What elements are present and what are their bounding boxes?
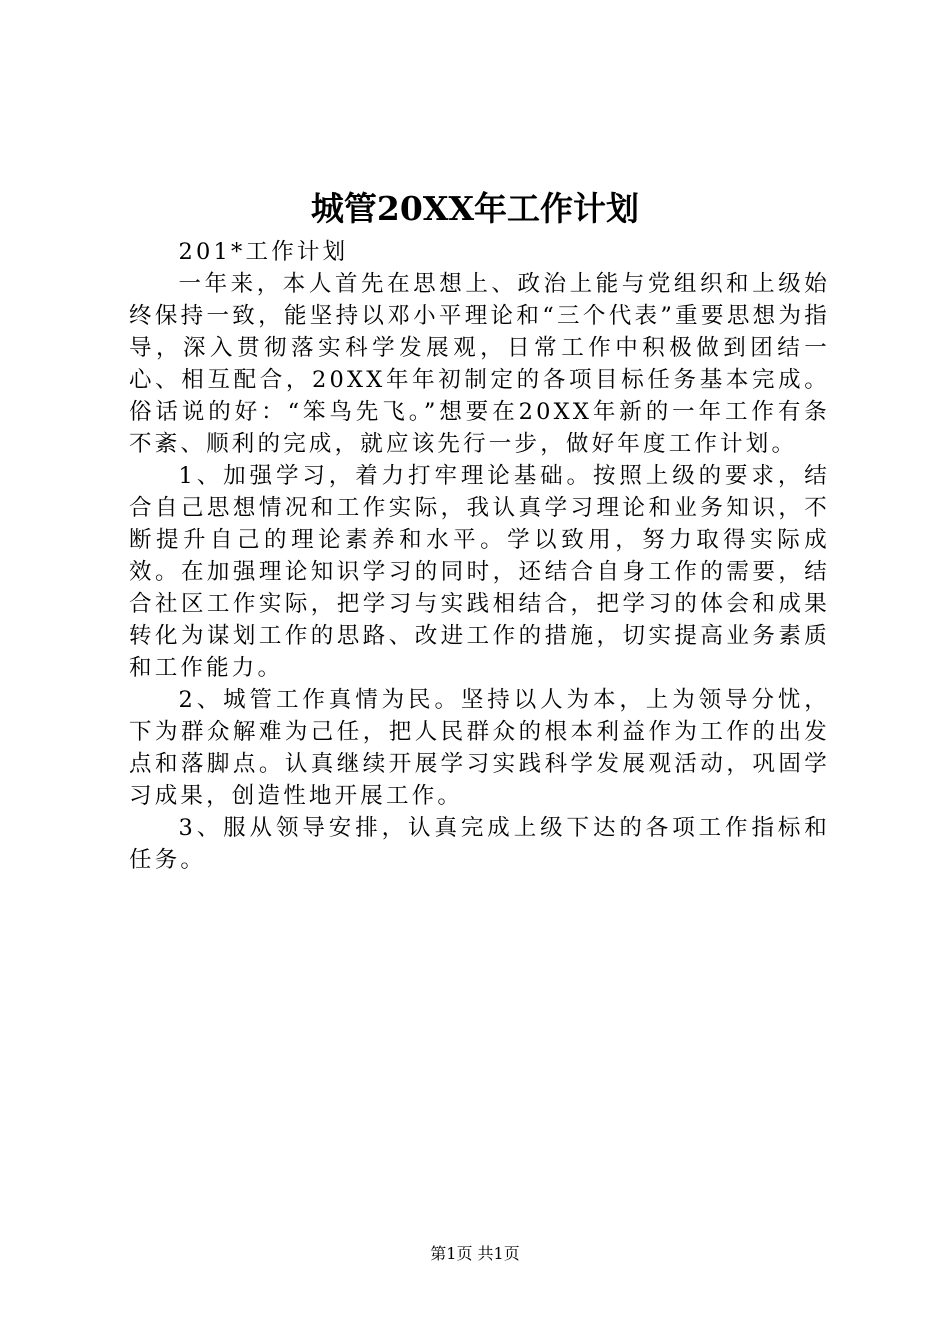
- document-title: 城管20XX年工作计划: [310, 189, 640, 228]
- paragraph-item-3: 3、服从领导安排，认真完成上级下达的各项工作指标和任务。: [129, 815, 830, 873]
- document-body: [129, 236, 830, 876]
- paragraph-intro: 一年来，本人首先在思想上、政治上能与党组织和上级始终保持一致，能坚持以邓小平理论和“三个代表”重要思想为指导，深入贯彻落实科学发展观，日常工作中积极做到团结一心、相互配合，20XX年年初制定的各项目标任务基本完成。俗话说的好：“笨鸟先飞。”想要在20XX年新的一年工作有条不紊、顺利的完成，就应该先行一步，做好年度工作计划。: [129, 271, 830, 457]
- paragraph-subtitle: 201*工作计划: [178, 239, 349, 265]
- paragraph-item-1: 1、加强学习，着力打牢理论基础。按照上级的要求，结合自己思想情况和工作实际，我认真学习理论和业务知识，不断提升自己的理论素养和水平。学以致用，努力取得实际成效。在加强理论知识学习的同时，还结合自身工作的需要，结合社区工作实际，把学习与实践相结合，把学习的体会和成果转化为谋划工作的思路、改进工作的措施，切实提高业务素质和工作能力。: [129, 463, 830, 681]
- paragraph-item-2: 2、城管工作真情为民。坚持以人为本，上为领导分忧，下为群众解难为己任，把人民群众的根本利益作为工作的出发点和落脚点。认真继续开展学习实践科学发展观活动，巩固学习成果，创造性地开展工作。: [129, 687, 830, 809]
- page-footer: 第1页 共1页: [430, 1244, 520, 1263]
